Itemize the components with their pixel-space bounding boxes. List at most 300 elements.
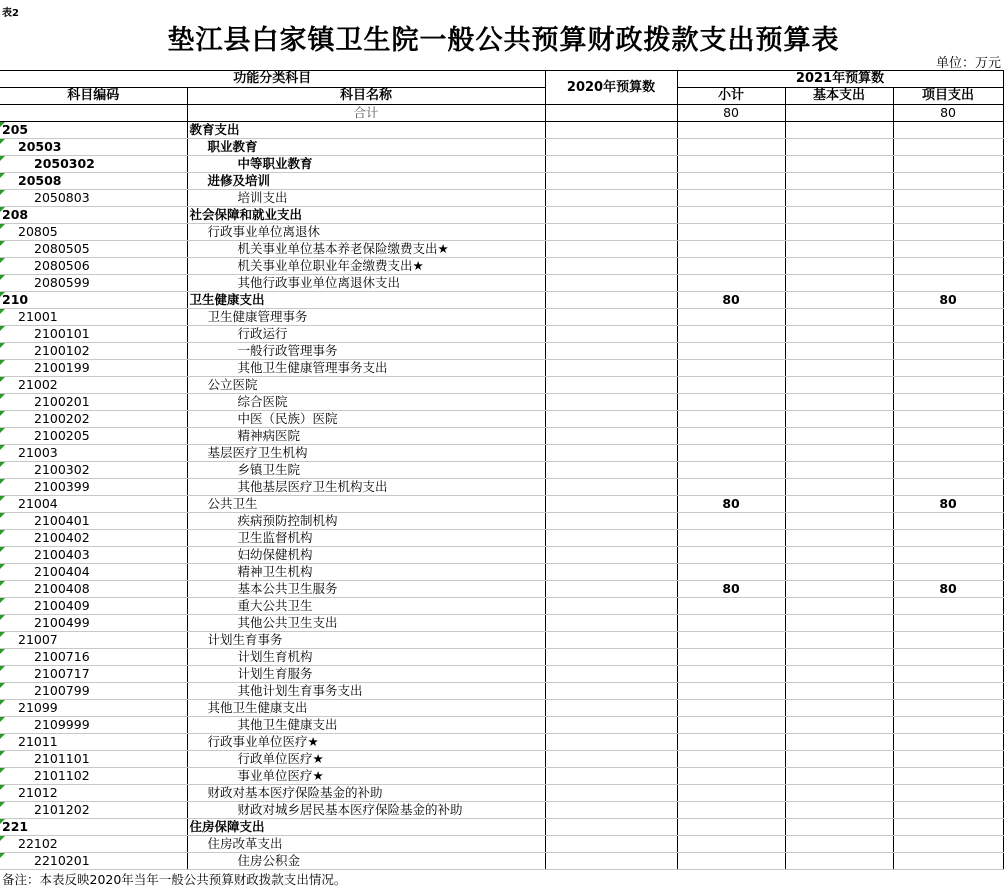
row-2020-budget (545, 224, 677, 241)
row-code: 205 (0, 122, 187, 139)
row-subtotal (677, 326, 785, 343)
table-row (0, 122, 1003, 139)
row-basic (785, 462, 893, 479)
row-code: 2080599 (0, 275, 187, 292)
row-project (893, 275, 1003, 292)
header-project: 项目支出 (893, 88, 1003, 105)
row-code: 2050302 (0, 156, 187, 173)
footnote: 备注：本表反映2020年当年一般公共预算财政拨款支出情况。 (2, 872, 347, 887)
row-name: 住房公积金 (187, 853, 545, 870)
row-code: 2100717 (0, 666, 187, 683)
table-row (0, 768, 1003, 785)
row-subtotal (677, 445, 785, 462)
row-code: 21007 (0, 632, 187, 649)
row-basic (785, 292, 893, 309)
table-row (0, 156, 1003, 173)
row-basic (785, 581, 893, 598)
row-project (893, 462, 1003, 479)
row-name: 行政事业单位医疗★ (187, 734, 545, 751)
row-subtotal (677, 751, 785, 768)
table-row (0, 819, 1003, 836)
row-code: 2101101 (0, 751, 187, 768)
table-row (0, 241, 1003, 258)
row-subtotal (677, 615, 785, 632)
table-row (0, 836, 1003, 853)
row-code: 2100404 (0, 564, 187, 581)
row-subtotal (677, 122, 785, 139)
row-2020-budget (545, 173, 677, 190)
row-subtotal (677, 853, 785, 870)
table-row (0, 190, 1003, 207)
row-basic (785, 479, 893, 496)
row-project (893, 819, 1003, 836)
table-row (0, 496, 1003, 513)
row-basic (785, 564, 893, 581)
row-project (893, 241, 1003, 258)
row-2020-budget (545, 122, 677, 139)
table-row (0, 275, 1003, 292)
row-project: 80 (893, 496, 1003, 513)
row-name: 财政对城乡居民基本医疗保险基金的补助 (187, 802, 545, 819)
unit-label: 单位：万元 (935, 56, 1001, 71)
row-2020-budget (545, 462, 677, 479)
row-name: 进修及培训 (187, 173, 545, 190)
row-basic (785, 139, 893, 156)
row-code: 20503 (0, 139, 187, 156)
row-basic (785, 224, 893, 241)
row-name: 基本公共卫生服务 (187, 581, 545, 598)
row-project (893, 360, 1003, 377)
row-basic (785, 598, 893, 615)
row-name: 妇幼保健机构 (187, 547, 545, 564)
row-2020-budget (545, 513, 677, 530)
row-basic (785, 360, 893, 377)
row-basic (785, 258, 893, 275)
row-code: 21011 (0, 734, 187, 751)
row-2020-budget (545, 802, 677, 819)
row-name: 计划生育事务 (187, 632, 545, 649)
row-2020-budget (545, 632, 677, 649)
row-subtotal (677, 377, 785, 394)
row-code: 2080505 (0, 241, 187, 258)
row-subtotal: 80 (677, 292, 785, 309)
row-project (893, 343, 1003, 360)
row-basic (785, 309, 893, 326)
row-basic (785, 615, 893, 632)
row-project: 80 (893, 581, 1003, 598)
row-basic (785, 394, 893, 411)
row-code: 221 (0, 819, 187, 836)
row-name: 卫生监督机构 (187, 530, 545, 547)
table-row (0, 428, 1003, 445)
row-2020-budget (545, 292, 677, 309)
row-basic (785, 173, 893, 190)
row-subtotal (677, 394, 785, 411)
table-row (0, 598, 1003, 615)
row-project (893, 411, 1003, 428)
row-basic (785, 751, 893, 768)
table-row (0, 802, 1003, 819)
row-2020-budget (545, 377, 677, 394)
row-code: 2109999 (0, 717, 187, 734)
row-subtotal (677, 479, 785, 496)
row-basic (785, 547, 893, 564)
table-row (0, 853, 1003, 870)
row-basic (785, 853, 893, 870)
row-code: 20805 (0, 224, 187, 241)
row-2020-budget (545, 564, 677, 581)
row-code: 2100402 (0, 530, 187, 547)
row-subtotal (677, 190, 785, 207)
row-basic (785, 734, 893, 751)
table-row (0, 343, 1003, 360)
row-subtotal (677, 598, 785, 615)
row-subtotal (677, 819, 785, 836)
row-2020-budget (545, 615, 677, 632)
row-2020-budget (545, 700, 677, 717)
row-project (893, 734, 1003, 751)
row-code: 2080506 (0, 258, 187, 275)
row-name: 一般行政管理事务 (187, 343, 545, 360)
row-name: 其他基层医疗卫生机构支出 (187, 479, 545, 496)
row-project (893, 173, 1003, 190)
row-project (893, 326, 1003, 343)
row-basic (785, 343, 893, 360)
row-project (893, 547, 1003, 564)
table-row (0, 173, 1003, 190)
row-name: 其他卫生健康支出 (187, 717, 545, 734)
table-row (0, 394, 1003, 411)
row-2020-budget (545, 241, 677, 258)
table-row (0, 326, 1003, 343)
row-code: 2100201 (0, 394, 187, 411)
row-name: 疾病预防控制机构 (187, 513, 545, 530)
row-subtotal (677, 343, 785, 360)
row-basic (785, 632, 893, 649)
row-project (893, 428, 1003, 445)
row-code: 2100403 (0, 547, 187, 564)
table-row (0, 207, 1003, 224)
row-project (893, 445, 1003, 462)
row-project (893, 853, 1003, 870)
row-2020-budget (545, 394, 677, 411)
row-code: 2100401 (0, 513, 187, 530)
row-name: 培训支出 (187, 190, 545, 207)
table-row (0, 751, 1003, 768)
row-subtotal: 80 (677, 581, 785, 598)
row-name: 其他公共卫生支出 (187, 615, 545, 632)
row-name: 其他卫生健康管理事务支出 (187, 360, 545, 377)
row-code: 21001 (0, 309, 187, 326)
row-subtotal (677, 717, 785, 734)
row-code: 2100101 (0, 326, 187, 343)
header-2021-budget: 2021年预算数 (677, 71, 1003, 88)
row-basic (785, 241, 893, 258)
row-2020-budget (545, 360, 677, 377)
row-subtotal (677, 139, 785, 156)
row-name: 中等职业教育 (187, 156, 545, 173)
row-code: 2100499 (0, 615, 187, 632)
table-row (0, 479, 1003, 496)
row-2020-budget (545, 734, 677, 751)
row-2020-budget (545, 717, 677, 734)
row-project (893, 190, 1003, 207)
table-row (0, 513, 1003, 530)
row-2020-budget (545, 309, 677, 326)
row-code: 2101202 (0, 802, 187, 819)
row-basic (785, 836, 893, 853)
row-name: 基层医疗卫生机构 (187, 445, 545, 462)
row-basic (785, 513, 893, 530)
row-code: 2100302 (0, 462, 187, 479)
row-name: 乡镇卫生院 (187, 462, 545, 479)
row-subtotal (677, 785, 785, 802)
row-subtotal (677, 768, 785, 785)
row-code: 2100799 (0, 683, 187, 700)
row-subtotal (677, 530, 785, 547)
row-name: 公共卫生 (187, 496, 545, 513)
table-row (0, 717, 1003, 734)
row-project (893, 615, 1003, 632)
row-code: 2100102 (0, 343, 187, 360)
row-name: 住房保障支出 (187, 819, 545, 836)
row-name: 机关事业单位基本养老保险缴费支出★ (187, 241, 545, 258)
row-code: 2101102 (0, 768, 187, 785)
total-subtotal: 80 (677, 105, 785, 122)
total-basic (785, 105, 893, 122)
table-row (0, 224, 1003, 241)
row-2020-budget (545, 428, 677, 445)
row-subtotal (677, 207, 785, 224)
row-name: 其他计划生育事务支出 (187, 683, 545, 700)
table-number: 表2 (2, 8, 19, 19)
row-project (893, 632, 1003, 649)
row-code: 2100205 (0, 428, 187, 445)
row-project (893, 785, 1003, 802)
table-row (0, 309, 1003, 326)
row-subtotal (677, 649, 785, 666)
row-code: 2100202 (0, 411, 187, 428)
row-subtotal (677, 462, 785, 479)
row-2020-budget (545, 445, 677, 462)
table-row (0, 411, 1003, 428)
row-project (893, 479, 1003, 496)
table-row (0, 615, 1003, 632)
row-code: 2050803 (0, 190, 187, 207)
row-subtotal (677, 700, 785, 717)
row-name: 重大公共卫生 (187, 598, 545, 615)
row-subtotal (677, 173, 785, 190)
row-basic (785, 496, 893, 513)
row-2020-budget (545, 275, 677, 292)
row-name: 行政事业单位离退休 (187, 224, 545, 241)
table-row (0, 462, 1003, 479)
row-2020-budget (545, 768, 677, 785)
row-2020-budget (545, 326, 677, 343)
row-subtotal (677, 802, 785, 819)
row-basic (785, 275, 893, 292)
row-name: 行政运行 (187, 326, 545, 343)
row-2020-budget (545, 785, 677, 802)
row-project (893, 802, 1003, 819)
row-name: 教育支出 (187, 122, 545, 139)
row-2020-budget (545, 139, 677, 156)
row-subtotal (677, 683, 785, 700)
row-name: 职业教育 (187, 139, 545, 156)
row-name: 其他行政事业单位离退休支出 (187, 275, 545, 292)
row-subtotal (677, 547, 785, 564)
row-code: 20508 (0, 173, 187, 190)
row-2020-budget (545, 343, 677, 360)
row-2020-budget (545, 836, 677, 853)
row-code: 21012 (0, 785, 187, 802)
row-subtotal (677, 836, 785, 853)
total-code-cell (0, 105, 187, 122)
row-basic (785, 530, 893, 547)
table-row (0, 734, 1003, 751)
row-code: 21003 (0, 445, 187, 462)
row-2020-budget (545, 649, 677, 666)
row-basic (785, 700, 893, 717)
row-project (893, 207, 1003, 224)
header-functional-category: 功能分类科目 (0, 71, 545, 88)
row-project: 80 (893, 292, 1003, 309)
row-basic (785, 683, 893, 700)
row-name: 社会保障和就业支出 (187, 207, 545, 224)
row-code: 21004 (0, 496, 187, 513)
row-project (893, 394, 1003, 411)
total-row (0, 105, 1003, 122)
header-2020-budget: 2020年预算数 (545, 71, 677, 105)
table-row (0, 258, 1003, 275)
header-row-1 (0, 71, 1003, 88)
row-project (893, 156, 1003, 173)
row-name: 计划生育服务 (187, 666, 545, 683)
row-project (893, 768, 1003, 785)
row-subtotal: 80 (677, 496, 785, 513)
row-code: 2100408 (0, 581, 187, 598)
row-project (893, 717, 1003, 734)
row-subtotal (677, 241, 785, 258)
row-name: 中医（民族）医院 (187, 411, 545, 428)
table-row (0, 666, 1003, 683)
row-basic (785, 207, 893, 224)
row-code: 2210201 (0, 853, 187, 870)
row-project (893, 377, 1003, 394)
row-code: 2100399 (0, 479, 187, 496)
row-2020-budget (545, 479, 677, 496)
header-name: 科目名称 (187, 88, 545, 105)
table-row (0, 530, 1003, 547)
row-project (893, 513, 1003, 530)
budget-table (0, 70, 1004, 870)
row-subtotal (677, 156, 785, 173)
table-row (0, 547, 1003, 564)
row-2020-budget (545, 819, 677, 836)
row-basic (785, 802, 893, 819)
header-subtotal: 小计 (677, 88, 785, 105)
row-name: 卫生健康管理事务 (187, 309, 545, 326)
table-row (0, 139, 1003, 156)
row-basic (785, 122, 893, 139)
row-2020-budget (545, 853, 677, 870)
row-basic (785, 156, 893, 173)
row-2020-budget (545, 258, 677, 275)
row-project (893, 700, 1003, 717)
row-code: 21099 (0, 700, 187, 717)
row-basic (785, 445, 893, 462)
table-row (0, 292, 1003, 309)
row-2020-budget (545, 496, 677, 513)
row-subtotal (677, 360, 785, 377)
row-name: 财政对基本医疗保险基金的补助 (187, 785, 545, 802)
row-subtotal (677, 224, 785, 241)
row-project (893, 139, 1003, 156)
row-basic (785, 819, 893, 836)
row-project (893, 530, 1003, 547)
row-project (893, 649, 1003, 666)
table-row (0, 785, 1003, 802)
row-2020-budget (545, 207, 677, 224)
row-basic (785, 326, 893, 343)
row-code: 2100199 (0, 360, 187, 377)
row-project (893, 122, 1003, 139)
table-row (0, 377, 1003, 394)
page-title: 垫江县白家镇卫生院一般公共预算财政拨款支出预算表 (167, 25, 840, 56)
row-name: 计划生育机构 (187, 649, 545, 666)
table-row (0, 581, 1003, 598)
row-name: 行政单位医疗★ (187, 751, 545, 768)
table-row (0, 360, 1003, 377)
table-row (0, 700, 1003, 717)
table-row (0, 683, 1003, 700)
total-label: 合计 (187, 105, 545, 122)
row-basic (785, 785, 893, 802)
row-code: 22102 (0, 836, 187, 853)
row-2020-budget (545, 156, 677, 173)
row-subtotal (677, 632, 785, 649)
row-2020-budget (545, 666, 677, 683)
row-code: 21002 (0, 377, 187, 394)
row-subtotal (677, 513, 785, 530)
row-2020-budget (545, 547, 677, 564)
row-basic (785, 190, 893, 207)
row-2020-budget (545, 190, 677, 207)
row-project (893, 224, 1003, 241)
row-basic (785, 649, 893, 666)
table-row (0, 649, 1003, 666)
row-subtotal (677, 275, 785, 292)
row-name: 住房改革支出 (187, 836, 545, 853)
table-row (0, 445, 1003, 462)
row-name: 事业单位医疗★ (187, 768, 545, 785)
row-subtotal (677, 428, 785, 445)
total-project: 80 (893, 105, 1003, 122)
row-basic (785, 377, 893, 394)
row-2020-budget (545, 581, 677, 598)
row-project (893, 258, 1003, 275)
row-2020-budget (545, 530, 677, 547)
row-subtotal (677, 734, 785, 751)
row-name: 精神卫生机构 (187, 564, 545, 581)
table-row (0, 632, 1003, 649)
row-code: 2100716 (0, 649, 187, 666)
header-row-2 (0, 88, 1003, 105)
row-code: 2100409 (0, 598, 187, 615)
header-basic: 基本支出 (785, 88, 893, 105)
row-project (893, 564, 1003, 581)
row-basic (785, 428, 893, 445)
